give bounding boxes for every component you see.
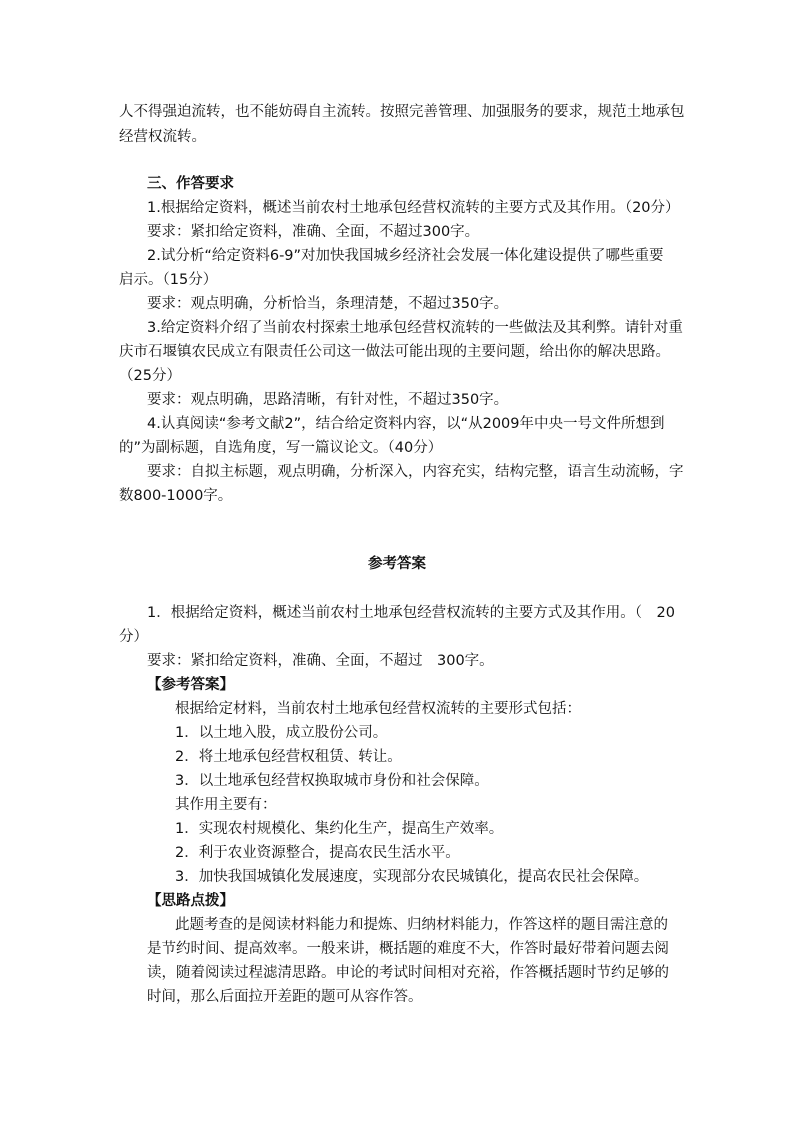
question-3-line-2: 庆市石堰镇农民成立有限责任公司这一做法可能出现的主要问题，给出你的解决思路。 [119, 344, 670, 360]
effects-intro: 其作用主要有： [175, 797, 277, 813]
answer-question-line-1: 1．根据给定资料，概述当前农村土地承包经营权流转的主要方式及其作用。（ 20 [147, 605, 675, 621]
question-4-requirement-line-1: 要求：自拟主标题，观点明确，分析深入，内容充实，结构完整，语言生动流畅，字 [147, 464, 684, 480]
question-4-requirement-line-2: 数800-1000字。 [119, 488, 233, 504]
question-2-requirement: 要求：观点明确，分析恰当，条理清楚，不超过350字。 [147, 296, 509, 312]
intro-line-2: 经营权流转。 [119, 129, 206, 145]
form-item: 3．以土地承包经营权换取城市身份和社会保障。 [175, 773, 489, 789]
question-1-requirement: 要求：紧扣给定资料，准确、全面，不超过300字。 [147, 224, 480, 240]
effect-item: 3．加快我国城镇化发展速度，实现部分农民城镇化，提高农民社会保障。 [175, 869, 649, 885]
answer-question-line-2: 分） [119, 629, 148, 645]
form-item: 2．将土地承包经营权租赁、转让。 [175, 749, 402, 765]
tips-line: 是节约时间、提高效率。一般来讲，概括题的难度不大，作答时最好带着问题去阅 [147, 941, 669, 957]
effect-item: 2．利于农业资源整合，提高农民生活水平。 [175, 845, 460, 861]
form-item: 1．以土地入股，成立股份公司。 [175, 725, 388, 741]
question-4-line-1: 4.认真阅读“参考文献2”，结合给定资料内容，以“从2009年中央一号文件所想到 [147, 416, 665, 432]
reference-answer-label: 【参考答案】 [147, 677, 234, 693]
question-3-line-1: 3.给定资料介绍了当前农村探索土地承包经营权流转的一些做法及其利弊。请针对重 [147, 320, 683, 336]
question-4-line-2: 的”为副标题，自选角度，写一篇议论文。（40分） [119, 440, 443, 456]
intro-line-1: 人不得强迫流转，也不能妨碍自主流转。按照完善管理、加强服务的要求，规范土地承包 [119, 104, 685, 120]
tips-line: 读，随着阅读过程滤清思路。申论的考试时间相对充裕，作答概括题时节约足够的 [147, 965, 669, 981]
tips-label: 【思路点拨】 [147, 893, 234, 909]
tips-line: 时间，那么后面拉开差距的题可从容作答。 [147, 989, 423, 1005]
requirements-heading: 三、作答要求 [147, 176, 234, 192]
reference-answer-intro: 根据给定材料，当前农村土地承包经营权流转的主要形式包括： [175, 701, 581, 717]
tips-line: 此题考查的是阅读材料能力和提炼、归纳材料能力，作答这样的题目需注意的 [175, 917, 668, 933]
question-3-line-3: （25分） [119, 368, 181, 384]
effect-item: 1．实现农村规模化、集约化生产，提高生产效率。 [175, 821, 504, 837]
question-1: 1.根据给定资料，概述当前农村土地承包经营权流转的主要方式及其作用。（20分） [147, 200, 680, 216]
answers-title: 参考答案 [368, 556, 426, 572]
question-2-line-2: 启示。（15分） [119, 272, 218, 288]
question-2-line-1: 2.试分析“给定资料6-9”对加快我国城乡经济社会发展一体化建设提供了哪些重要 [147, 248, 664, 264]
answer-question-requirement: 要求：紧扣给定资料，准确、全面，不超过 300字。 [147, 653, 494, 669]
question-3-requirement: 要求：观点明确，思路清晰，有针对性，不超过350字。 [147, 392, 509, 408]
